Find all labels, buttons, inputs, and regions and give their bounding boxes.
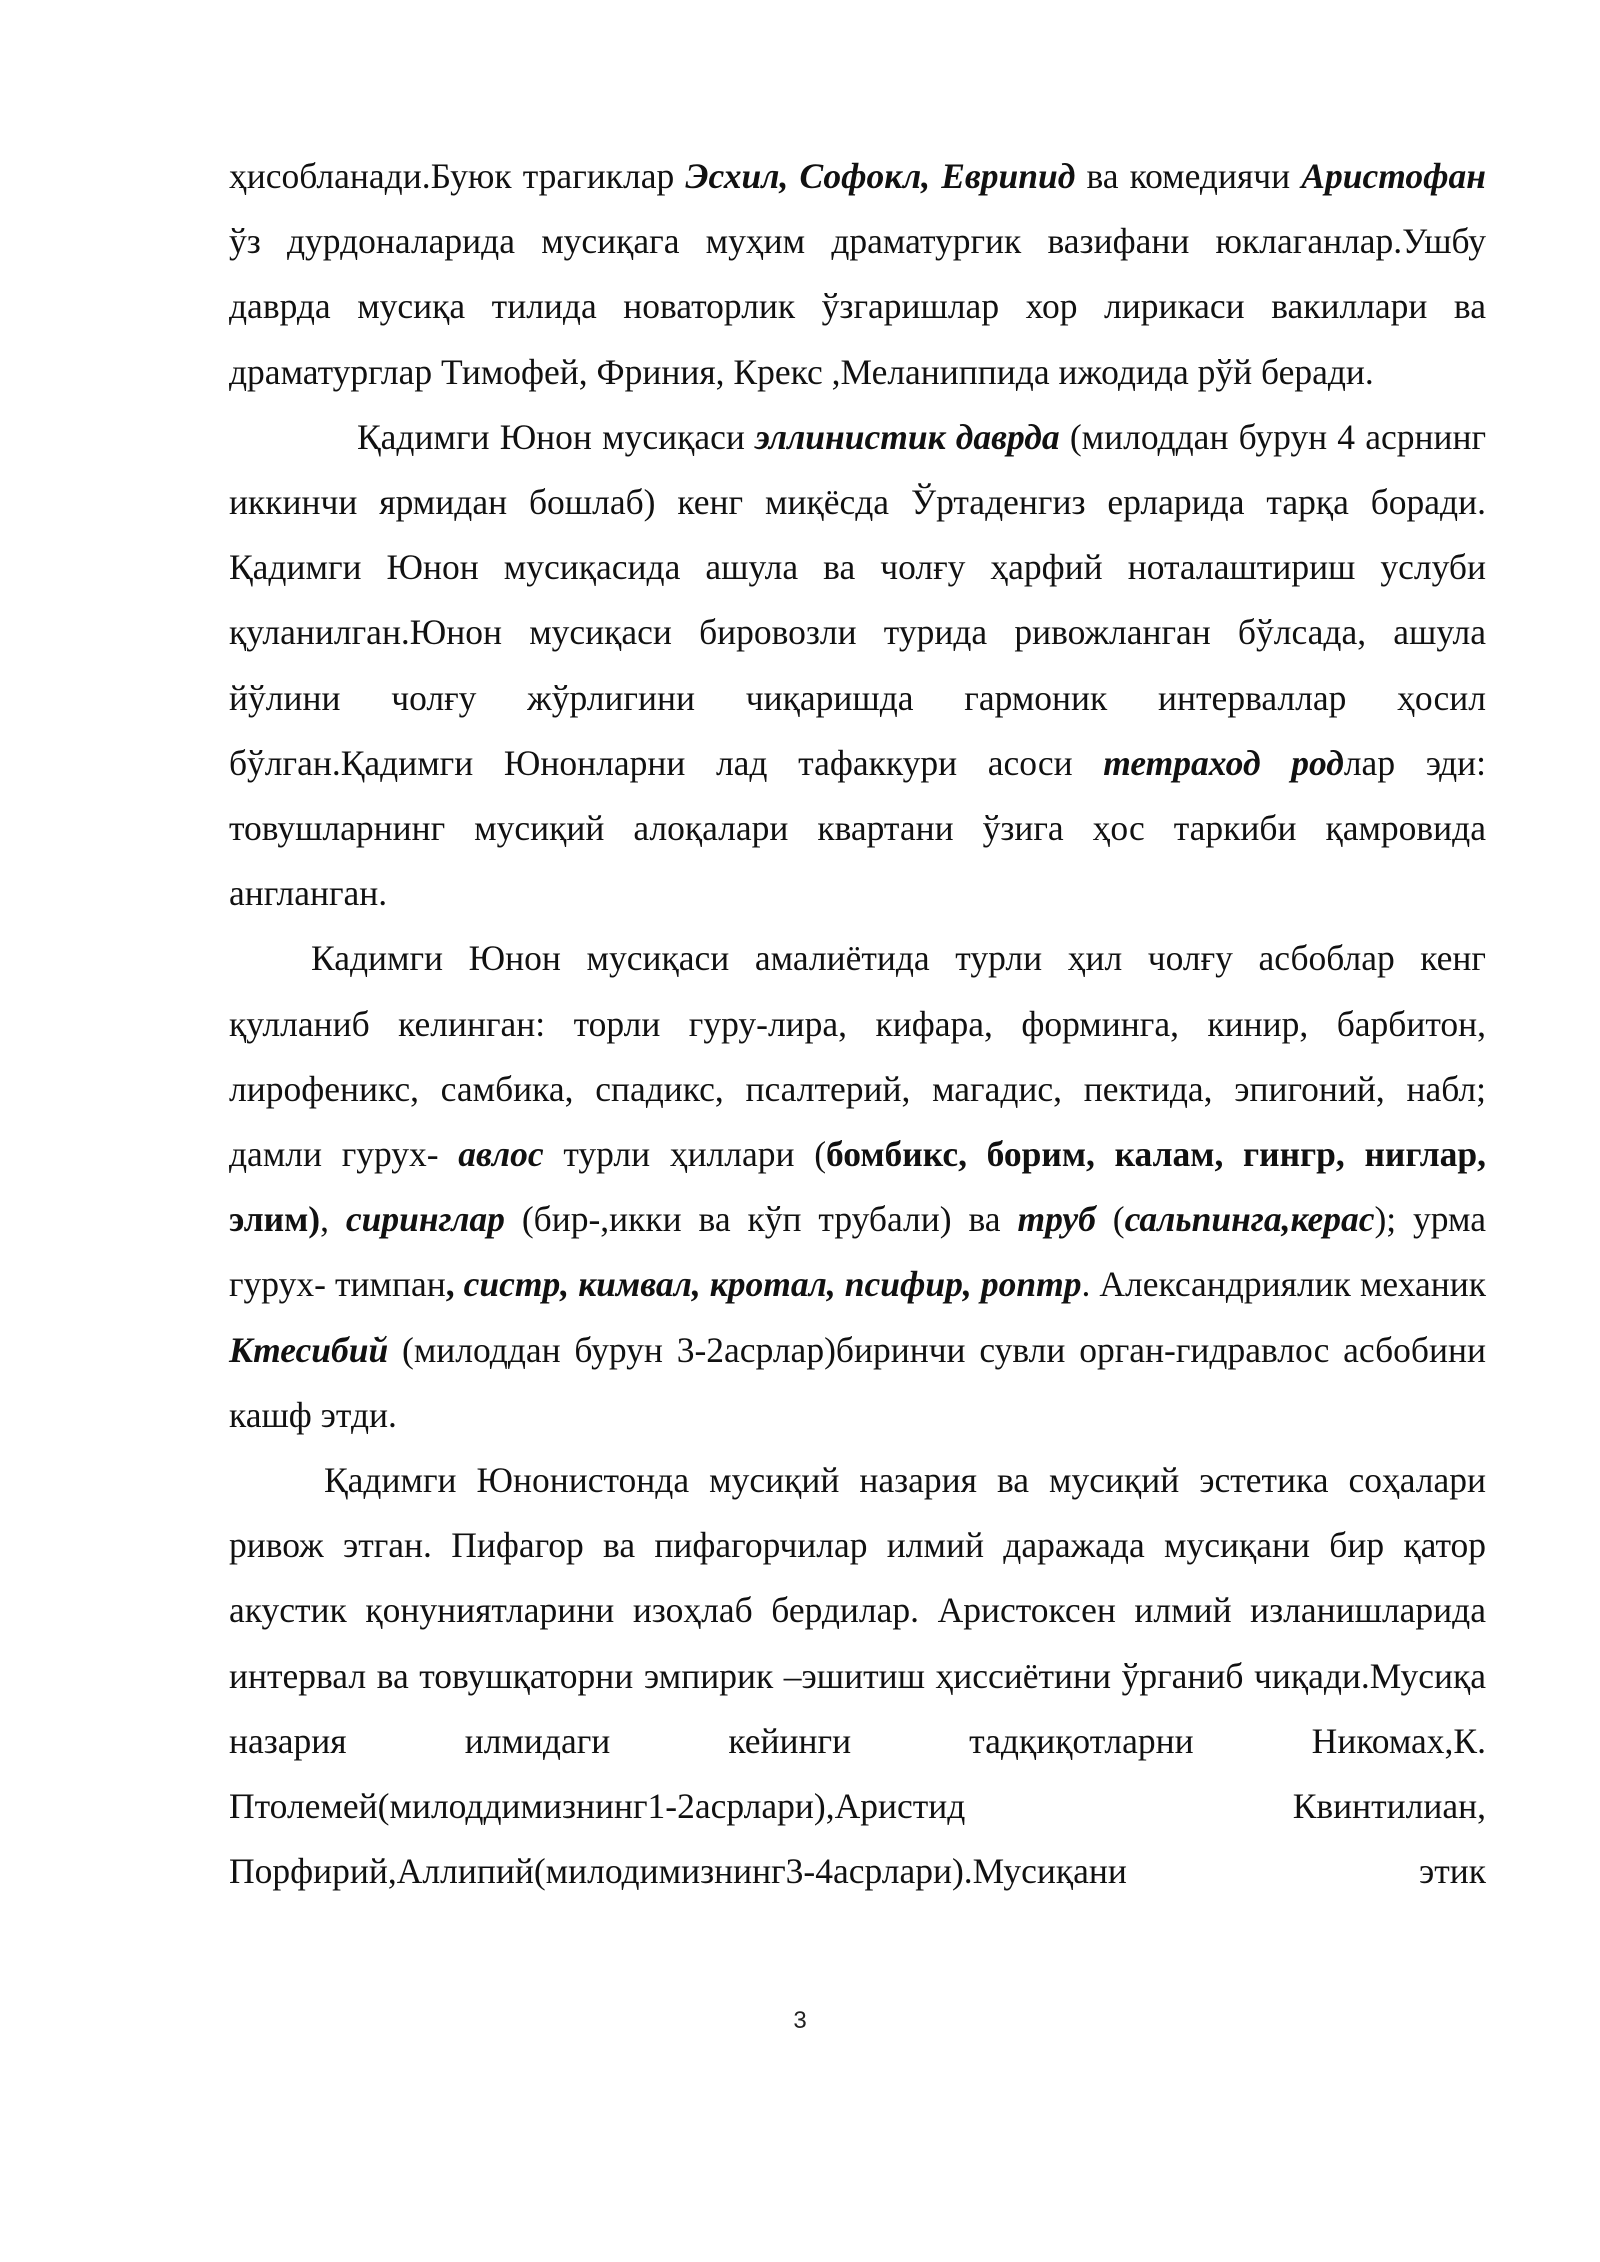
- paragraph-3: [229, 926, 1486, 1448]
- text-run-bold-italic: Эсхил, Софокл, Еврипид: [685, 156, 1076, 196]
- text-run-bold-italic: систр, кимвал, кротал, псифир, роптр: [463, 1264, 1082, 1305]
- paragraph-4: [229, 1448, 1486, 1904]
- document-body: [229, 144, 1486, 1904]
- paragraph-1: [229, 144, 1486, 405]
- text-run: ,: [320, 1199, 346, 1240]
- text-run-bold-italic: Аристофан: [1301, 156, 1486, 196]
- text-run: ўз дурдоналарида мусиқага муҳим драматургик вазифани юклаганлар.Ушбу даврда мусиқа тилида новаторлик ўзгаришлар хор лирикаси вакиллари ва драматурглар Тимофей, Фриния, Крекс ,Меланиппида ижодида рўй беради.: [229, 221, 1486, 392]
- text-run-bold-italic: авлос: [458, 1134, 544, 1175]
- text-run: ); урма гурух- тимпан: [229, 1199, 1486, 1305]
- text-run-bold: ,: [445, 1264, 464, 1305]
- text-run-bold: бомбикс, борим, калам, гингр, ниглар, элим): [229, 1134, 1486, 1240]
- text-run: Кадимги Юнон мусиқаси амалиётида турли ҳил чолғу асбоблар кенг қулланиб келинган: торли гуру-лира, кифара, форминга, кинир, барбитон, лирофеникс, самбика, спадикс, псалтерий, магадис, пектида, эпигоний, набл; дамли гурух-: [229, 938, 1486, 1175]
- text-run: (: [1095, 1199, 1125, 1240]
- text-run: (бир-,икки ва кўп трубали) ва: [504, 1199, 1018, 1240]
- text-run-bold-italic: сальпинга,керас: [1124, 1199, 1375, 1240]
- text-run-bold-italic: тетраход род: [1103, 742, 1344, 783]
- text-run: Қадимги Юнон мусиқаси: [357, 416, 756, 457]
- text-run-bold-italic: труб: [1017, 1199, 1096, 1240]
- text-run: (милоддан бурун 3-2асрлар)биринчи сувли орган-гидравлос асбобини кашф этди.: [229, 1329, 1486, 1435]
- text-run: турли ҳиллари (: [543, 1134, 827, 1175]
- text-run-bold-italic: эллинистик даврда: [755, 416, 1060, 457]
- paragraph-2: [229, 405, 1486, 927]
- text-run-bold-italic: Ктесибий: [229, 1329, 389, 1370]
- page-number: 3: [793, 2007, 807, 2034]
- text-run: (милоддан бурун 4 асрнинг иккинчи ярмидан бошлаб) кенг миқёсда Ўртаденгиз ерларида тарқа боради. Қадимги Юнон мусиқасида ашула ва чолғу ҳарфий ноталаштириш услуби қуланилган.Юнон мусиқаси бировозли турида ривожланган бўлсада, ашула йўлини чолғу жўрлигини чиқаришда гармоник интерваллар ҳосил бўлган.Қадимги Юнонларни лад тафаккури асоси: [229, 416, 1487, 783]
- text-run: лар эди: товушларнинг мусиқий алоқалари квартани ўзига ҳос таркиби қамровида англанган.: [229, 742, 1487, 914]
- text-run: ҳисобланади.Буюк трагиклар: [229, 156, 686, 196]
- text-run-bold-italic: сиринглар: [345, 1199, 505, 1240]
- text-run: ва комедиячи: [1075, 156, 1302, 196]
- text-run: . Александриялик механик: [1081, 1264, 1486, 1305]
- text-run: Қадимги Юнонистонда мусиқий назария ва мусиқий эстетика соҳалари ривож этган. Пифагор ва пифагорчилар илмий даражада мусиқани бир қатор акустик қонуниятларини изоҳлаб бердилар. Аристоксен илмий изланишларида интервал ва товушқаторни эмпирик –эшитиш ҳиссиётини ўрганиб чиқади.Мусиқа назария илмидаги кейинги тадқиқотларни Никомах,К. Птолемей(милоддимизнинг1-2асрлари),Аристид Квинтилиан, Порфирий,Аллипий(милодимизнинг3-4асрлари).Мусиқани этик: [229, 1460, 1486, 1892]
